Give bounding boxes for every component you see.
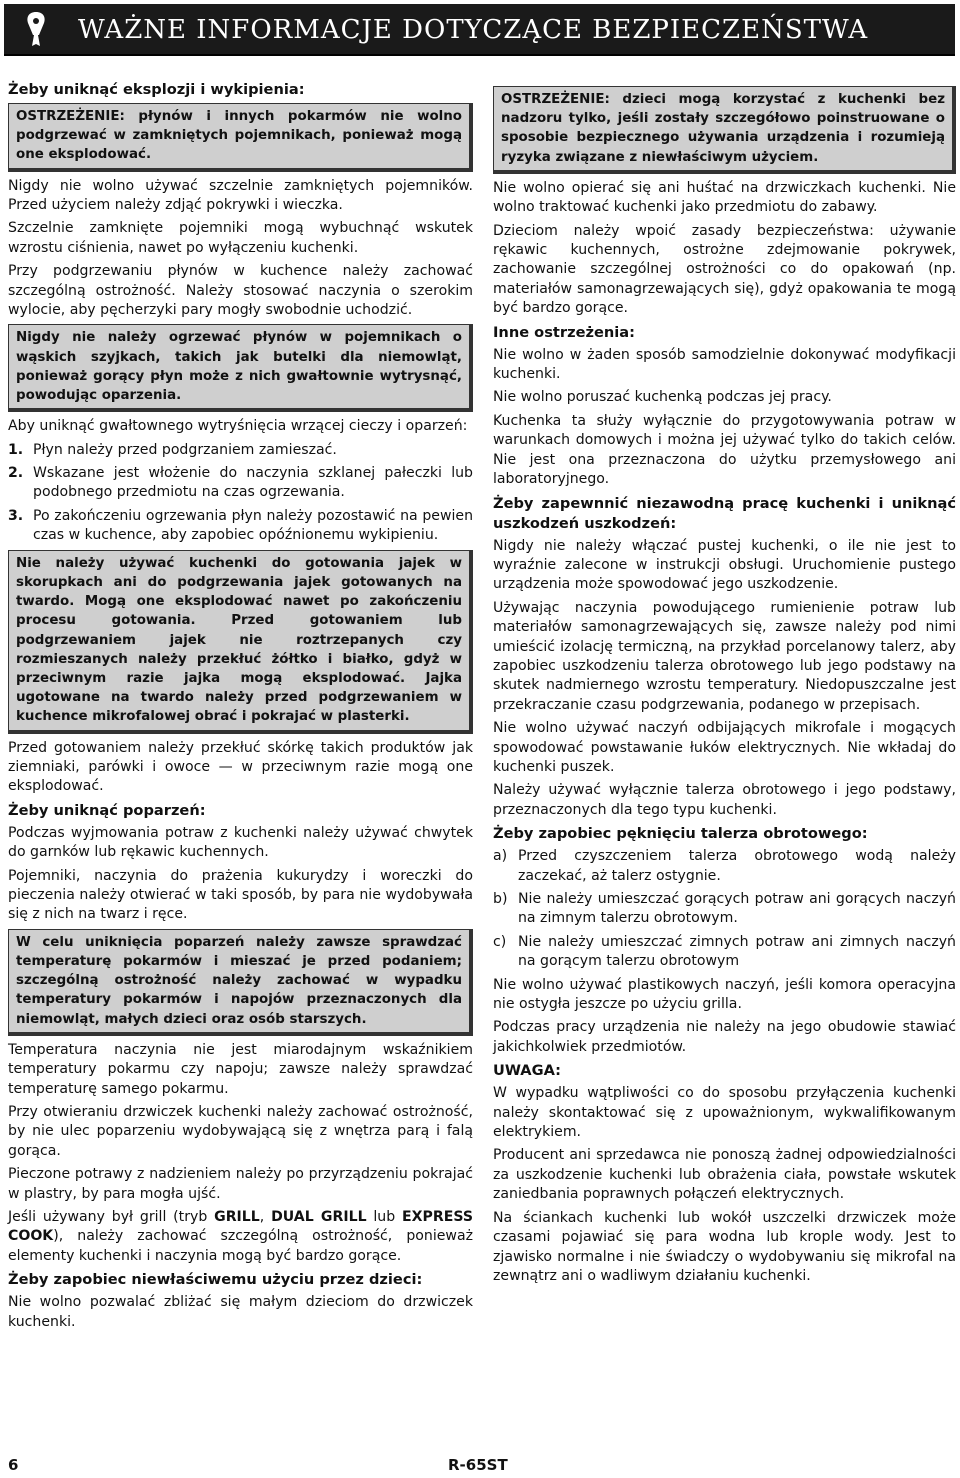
- list-number: 1.: [8, 441, 24, 458]
- paragraph: Używając naczynia powodującego rumienienie potraw lub materiałów samonagrzewających się, zawsze należy pod nimi umieścić izolację termiczną, na przykład porcelanowy talerz, aby zapobiec uszkodzeniu talerza obrotowego lub jego podstawy na skutek nadmiernego wzrostu temperatury. Niedopuszczalne jest przekraczanie czasu podgrzewania, podanego w przepisach.: [493, 599, 956, 713]
- paragraph: Nie wolno pozwalać zbliżać się małym dzieciom do drzwiczek kuchenki.: [8, 1294, 473, 1330]
- warning-box: OSTRZEŻENIE: płynów i innych pokarmów nie wolno podgrzewać w zamkniętych pojemnikach, ponieważ mogą one eksplodować.: [8, 103, 473, 172]
- list-letter: b): [493, 891, 508, 907]
- list-item: [493, 847, 956, 886]
- list-item: [8, 464, 473, 503]
- paragraph-grill: [8, 1208, 473, 1266]
- paragraph: Nigdy nie wolno używać szczelnie zamkniętych pojemników. Przed użyciem należy zdjąć pokrywki i wieczka.: [8, 177, 473, 214]
- pen-nib-icon: [12, 8, 60, 50]
- list-text: Płyn należy przed podgrzaniem zamieszać.: [33, 441, 337, 458]
- paragraph: Nie wolno poruszać kuchenką podczas jej pracy.: [493, 389, 832, 406]
- page-title: WAŻNE INFORMACJE DOTYCZĄCE BEZPIECZEŃSTWA: [78, 15, 869, 45]
- model-number: R-65ST: [448, 1456, 508, 1474]
- paragraph: Dzieciom należy wpoić zasady bezpieczeństwa: używanie rękawic kuchennych, ostrożne zdejmowanie pokrywek, zachowanie szczególnej ostrożności co do opakowań (np. materiałów samonagrzewających się), gdyż opakowania te mogą być bardzo gorące.: [493, 222, 956, 317]
- paragraph: Producent ani sprzedawca nie ponoszą żadnej odpowiedzialności za uszkodzenie kuchenki lub obrażenia ciała, powstałe wskutek zaniedbania poprawnych połączeń elektrycznych.: [493, 1147, 956, 1203]
- list-text: Wskazane jest włożenie do naczynia szklanej pałeczki lub podobnego przedmiotu na czas ogrzewania.: [33, 465, 473, 501]
- list-letter: c): [493, 933, 507, 950]
- paragraph: Na ściankach kuchenki lub wokół uszczelki drzwiczek może czasami pojawiać się para wodna lub krople wody. Jest to zjawisko normalne i nie świadczy o wydobywaniu się mikrofal na zewnątrz ani o wadliwym działaniu kuchenki.: [493, 1209, 956, 1284]
- paragraph: Przed gotowaniem należy przekłuć skórkę takich produktów jak ziemniaki, parówki i owoce — w przeciwnym razie mogą one eksplodować.: [8, 739, 473, 795]
- paragraph: Przy podgrzewaniu płynów w kuchence należy zachować szczególną ostrożność. Należy stosować naczynia o szerokim wylocie, aby pęcherzyki pary mogły swobodnie uchodzić.: [8, 263, 473, 319]
- paragraph: Nie wolno używać plastikowych naczyń, jeśli komora operacyjna nie ostygła jeszcze po użyciu grilla.: [493, 976, 956, 1013]
- paragraph: Nie wolno opierać się ani huśtać na drzwiczkach kuchenki. Nie wolno traktować kuchenki jako przedmiotu do zabawy.: [493, 179, 956, 216]
- section-heading: Żeby uniknąć poparzeń:: [8, 801, 206, 819]
- paragraph: Temperatura naczynia nie jest miarodajnym wskaźnikiem temperatury pokarmu czy napoju; zawsze należy sprawdzać temperaturę samego pokarmu.: [8, 1041, 473, 1097]
- section-heading: Żeby zapobiec pęknięciu talerza obrotowego:: [493, 825, 868, 843]
- text-run: ,: [259, 1209, 272, 1226]
- mode-grill: GRILL: [214, 1209, 260, 1226]
- section-heading: Inne ostrzeżenia:: [493, 323, 635, 341]
- mode-express-cook: EXPRESS COOK: [8, 1209, 473, 1245]
- warning-box: Nie należy używać kuchenki do gotowania jajek w skorupkach ani do podgrzewania jajek gotowanych na twardo. Mogą one eksplodować nawet po zakończeniu procesu gotowania. Przed gotowaniem lub podgrzewaniem jajek nie roztrzepanych czy rozmieszanych należy przekłuć żółtko i białko, gdyż w przeciwnym razie jajka mogą eksplodować. Jajka ugotowane na twardo należy przed podgrzewaniem w kuchence mikrofalowej obrać i pokrajać w plasterki.: [8, 550, 473, 734]
- list-item: [8, 441, 473, 460]
- warning-box: Nigdy nie należy ogrzewać płynów w pojemnikach o wąskich szyjkach, takich jak butelki dla niemowląt, ponieważ gorący płyn może z nich gwałtownie wytrysnąć, powodując oparzenia.: [8, 324, 473, 412]
- text-run: lub: [366, 1209, 403, 1226]
- paragraph: Należy używać wyłącznie talerza obrotowego i jego podstawy, przeznaczonych dla tego typu kuchenki.: [493, 782, 956, 818]
- paragraph: W wypadku wątpliwości co do sposobu przyłączenia kuchenki należy skontaktować się z upoważnionym, wykwalifikowanym elektrykiem.: [493, 1085, 956, 1141]
- list-item: [8, 507, 473, 546]
- paragraph: Podczas wyjmowania potraw z kuchenki należy używać chwytek do garnków lub rękawic kuchennych.: [8, 824, 473, 861]
- section-heading: Żeby zapewnnić niezawodną pracę kuchenki i uniknąć uszkodzeń uszkodzeń:: [493, 494, 956, 532]
- list-number: 3.: [8, 507, 24, 524]
- left-column: [8, 80, 473, 1336]
- paragraph: Aby uniknąć gwałtownego wytryśnięcia wrzącej cieczy i oparzeń:: [8, 418, 468, 435]
- list-item: [493, 933, 956, 972]
- list-item: [493, 890, 956, 929]
- warning-box: OSTRZEŻENIE: dzieci mogą korzystać z kuchenki bez nadzoru tylko, jeśli zostały szczegółowo poinstruowane o sposobie bezpiecznego używania urządzenia i rozumieją ryzyka związane z niewłaściwym użyciem.: [493, 86, 956, 174]
- paragraph: Nigdy nie należy włączać pustej kuchenki, o ile nie jest to wyraźnie zalecone w instrukcji obsługi. Uruchomienie pustego urządzenia może spowodować jego uszkodzenie.: [493, 537, 956, 593]
- paragraph: Szczelnie zamknięte pojemniki mogą wybuchnąć wskutek wzrostu ciśnienia, nawet po wyłączeniu kuchenki.: [8, 220, 473, 256]
- paragraph: Pojemniki, naczynia do prażenia kukurydzy i woreczki do pieczenia należy otwierać w taki sposób, by para nie wydobywała się z nich na twarz i ręce.: [8, 867, 473, 923]
- section-heading: Żeby uniknąć eksplozji i wykipienia:: [8, 81, 305, 98]
- mode-dual-grill: DUAL GRILL: [271, 1209, 367, 1226]
- paragraph: Podczas pracy urządzenia nie należy na jego obudowie stawiać jakichkolwiek przedmiotów.: [493, 1019, 956, 1055]
- page-number: 6: [8, 1456, 19, 1474]
- text-run: ), należy zachować szczególną ostrożność, ponieważ elementy kuchenki i naczynia mogą być bardzo gorące.: [8, 1228, 473, 1264]
- warning-box: W celu uniknięcia poparzeń należy zawsze sprawdzać temperaturę pokarmów i mieszać je przed podaniem; szczególną ostrożność należy zachować w wypadku temperatury pokarmów i napojów przeznaczonych dla niemowląt, małych dzieci oraz osób starszych.: [8, 929, 473, 1036]
- list-number: 2.: [8, 465, 24, 482]
- section-heading: Żeby zapobiec niewłaściwemu użyciu przez dzieci:: [8, 1271, 423, 1289]
- right-column: [493, 80, 956, 1290]
- paragraph: Pieczone potrawy z nadzieniem należy po przyrządzeniu pokrajać w plastry, by para mogła ujść.: [8, 1166, 473, 1202]
- list-letter: a): [493, 848, 508, 865]
- list-text: Nie należy umieszczać zimnych potraw ani zimnych naczyń na gorącym talerzu obrotowym: [518, 933, 956, 970]
- list-text: Po zakończeniu ogrzewania płyn należy pozostawić na pewien czas w kuchence, aby zapobiec opóźnionemu wykipieniu.: [33, 507, 473, 544]
- paragraph: Nie wolno w żaden sposób samodzielnie dokonywać modyfikacji kuchenki.: [493, 346, 956, 383]
- section-heading: UWAGA:: [493, 1062, 561, 1080]
- list-text: Nie należy umieszczać gorących potraw ani gorących naczyń na zimnym talerzu obrotowym.: [518, 891, 956, 927]
- list-text: Przed czyszczeniem talerza obrotowego wodą należy zaczekać, aż talerz ostygnie.: [518, 848, 956, 884]
- paragraph: Nie wolno używać naczyń odbijających mikrofale i mogących spowodować powstawanie łuków elektrycznych. Nie wkładaj do kuchenki puszek.: [493, 720, 956, 775]
- paragraph: Kuchenka ta służy wyłącznie do przygotowywania potraw w warunkach domowych i można jej używać tylko do takich celów. Nie jest ona przeznaczona do użytku przemysłowego ani laboratoryjnego.: [493, 412, 956, 488]
- text-run: Jeśli używany był grill (tryb: [8, 1209, 215, 1226]
- page-header: [4, 4, 955, 56]
- paragraph: Przy otwieraniu drzwiczek kuchenki należy zachować ostrożność, by nie ulec poparzeniu wydobywającą się z wnętrza parą i falą gorąca.: [8, 1104, 473, 1159]
